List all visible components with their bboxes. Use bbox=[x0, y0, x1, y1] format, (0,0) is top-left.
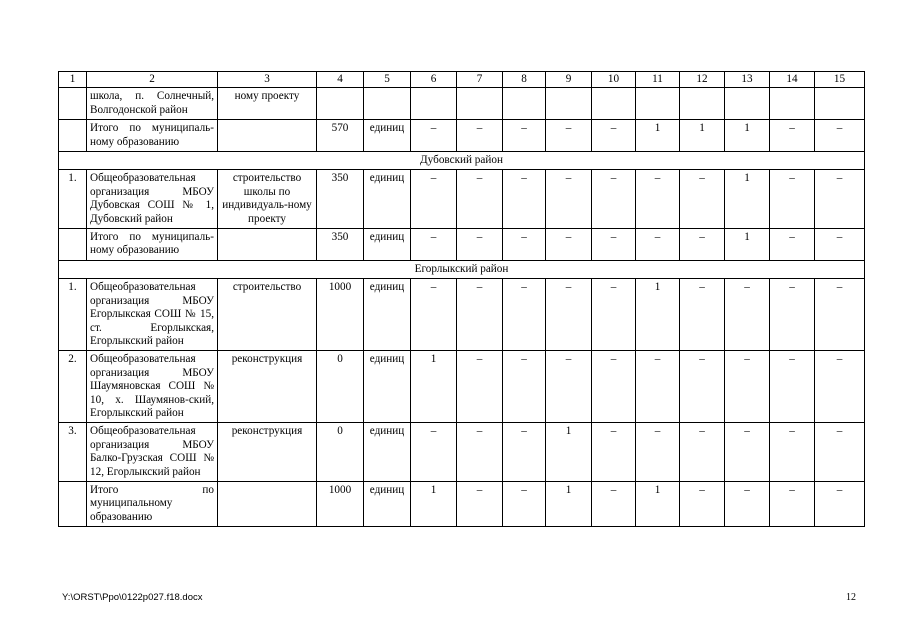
header-cell: 4 bbox=[317, 72, 364, 88]
year-value bbox=[770, 88, 815, 120]
year-value: – bbox=[770, 229, 815, 261]
work-type: строительство bbox=[218, 279, 317, 351]
year-value: – bbox=[457, 279, 503, 351]
table-row bbox=[59, 229, 865, 261]
year-value: – bbox=[592, 120, 636, 152]
row-number: 1. bbox=[59, 279, 87, 351]
section-title: Егорлыкский район bbox=[59, 260, 865, 278]
year-value: – bbox=[457, 423, 503, 482]
year-value: 1 bbox=[636, 481, 680, 526]
row-number bbox=[59, 88, 87, 120]
year-value: 1 bbox=[546, 423, 592, 482]
year-value: – bbox=[636, 170, 680, 229]
section-title: Дубовский район bbox=[59, 152, 865, 170]
year-value: – bbox=[815, 170, 865, 229]
year-value bbox=[815, 88, 865, 120]
unit: единиц bbox=[364, 279, 411, 351]
row-number: 1. bbox=[59, 170, 87, 229]
year-value: – bbox=[592, 170, 636, 229]
table-row bbox=[59, 120, 865, 152]
year-value bbox=[411, 88, 457, 120]
header-cell: 2 bbox=[87, 72, 218, 88]
capacity: 1000 bbox=[317, 279, 364, 351]
object-name: Итого по муниципаль-ному образованию bbox=[87, 120, 218, 152]
header-row bbox=[59, 72, 865, 88]
object-name: Итого по муниципаль-ному образованию bbox=[87, 229, 218, 261]
year-value: – bbox=[503, 229, 546, 261]
row-number bbox=[59, 229, 87, 261]
year-value: – bbox=[411, 120, 457, 152]
year-value: – bbox=[411, 423, 457, 482]
object-name: Общеобразовательная организация МБОУ Дубовская СОШ № 1, Дубовский район bbox=[87, 170, 218, 229]
year-value: – bbox=[503, 170, 546, 229]
year-value: – bbox=[503, 481, 546, 526]
year-value: – bbox=[770, 423, 815, 482]
header-cell: 7 bbox=[457, 72, 503, 88]
year-value bbox=[503, 88, 546, 120]
year-value: – bbox=[503, 351, 546, 423]
capacity: 0 bbox=[317, 351, 364, 423]
unit: единиц bbox=[364, 170, 411, 229]
year-value: 1 bbox=[411, 351, 457, 423]
year-value: 1 bbox=[636, 120, 680, 152]
work-type: ному проекту bbox=[218, 88, 317, 120]
year-value bbox=[636, 88, 680, 120]
year-value: – bbox=[592, 351, 636, 423]
year-value: – bbox=[815, 481, 865, 526]
year-value: – bbox=[503, 279, 546, 351]
work-type bbox=[218, 229, 317, 261]
header-cell: 1 bbox=[59, 72, 87, 88]
year-value: – bbox=[815, 279, 865, 351]
year-value: – bbox=[725, 481, 770, 526]
section-row bbox=[59, 152, 865, 170]
header-cell: 10 bbox=[592, 72, 636, 88]
year-value: – bbox=[457, 120, 503, 152]
header-cell: 9 bbox=[546, 72, 592, 88]
header-cell: 5 bbox=[364, 72, 411, 88]
year-value: – bbox=[546, 170, 592, 229]
year-value: – bbox=[770, 481, 815, 526]
table-row bbox=[59, 279, 865, 351]
unit: единиц bbox=[364, 351, 411, 423]
unit: единиц bbox=[364, 481, 411, 526]
year-value: – bbox=[546, 229, 592, 261]
year-value: – bbox=[815, 351, 865, 423]
year-value: – bbox=[546, 120, 592, 152]
year-value: – bbox=[411, 170, 457, 229]
year-value bbox=[680, 88, 725, 120]
year-value: – bbox=[592, 229, 636, 261]
row-number bbox=[59, 120, 87, 152]
unit: единиц bbox=[364, 229, 411, 261]
year-value: – bbox=[457, 170, 503, 229]
header-cell: 14 bbox=[770, 72, 815, 88]
year-value: – bbox=[815, 120, 865, 152]
year-value: – bbox=[503, 120, 546, 152]
unit: единиц bbox=[364, 120, 411, 152]
work-type bbox=[218, 120, 317, 152]
year-value: – bbox=[546, 279, 592, 351]
year-value: – bbox=[680, 481, 725, 526]
year-value: 1 bbox=[725, 170, 770, 229]
header-cell: 15 bbox=[815, 72, 865, 88]
year-value: 1 bbox=[725, 120, 770, 152]
year-value: – bbox=[680, 229, 725, 261]
year-value: 1 bbox=[680, 120, 725, 152]
year-value: – bbox=[770, 279, 815, 351]
capacity: 350 bbox=[317, 229, 364, 261]
year-value bbox=[546, 88, 592, 120]
object-name: Итого по муниципальному образованию bbox=[87, 481, 218, 526]
section-row bbox=[59, 260, 865, 278]
year-value: – bbox=[680, 279, 725, 351]
header-cell: 12 bbox=[680, 72, 725, 88]
table-row bbox=[59, 351, 865, 423]
header-cell: 11 bbox=[636, 72, 680, 88]
work-type: реконструкция bbox=[218, 423, 317, 482]
year-value: – bbox=[546, 351, 592, 423]
year-value: 1 bbox=[411, 481, 457, 526]
year-value: – bbox=[503, 423, 546, 482]
header-cell: 3 bbox=[218, 72, 317, 88]
header-cell: 6 bbox=[411, 72, 457, 88]
header-cell: 13 bbox=[725, 72, 770, 88]
year-value: – bbox=[636, 423, 680, 482]
year-value: – bbox=[680, 170, 725, 229]
object-name: Общеобразовательная организация МБОУ Шаумяновская СОШ № 10, х. Шаумянов-ский, Егорлыкский район bbox=[87, 351, 218, 423]
capacity: 350 bbox=[317, 170, 364, 229]
footer-file-path: Y:\ORST\Ppo\0122p027.f18.docx bbox=[62, 592, 203, 603]
year-value: 1 bbox=[546, 481, 592, 526]
year-value: 1 bbox=[636, 279, 680, 351]
row-number bbox=[59, 481, 87, 526]
year-value: – bbox=[725, 351, 770, 423]
row-number: 3. bbox=[59, 423, 87, 482]
year-value: – bbox=[770, 120, 815, 152]
year-value: – bbox=[592, 423, 636, 482]
year-value: – bbox=[592, 279, 636, 351]
year-value: – bbox=[770, 170, 815, 229]
header-cell: 8 bbox=[503, 72, 546, 88]
capacity: 570 bbox=[317, 120, 364, 152]
year-value: – bbox=[725, 423, 770, 482]
work-type: реконструкция bbox=[218, 351, 317, 423]
year-value: – bbox=[411, 279, 457, 351]
year-value: – bbox=[457, 229, 503, 261]
year-value: – bbox=[680, 423, 725, 482]
year-value bbox=[457, 88, 503, 120]
year-value: – bbox=[815, 229, 865, 261]
object-name: Общеобразовательная организация МБОУ Егорлыкская СОШ № 15, ст. Егорлыкская, Егорлыкский район bbox=[87, 279, 218, 351]
year-value: – bbox=[457, 481, 503, 526]
year-value: – bbox=[636, 351, 680, 423]
year-value: – bbox=[592, 481, 636, 526]
year-value: – bbox=[411, 229, 457, 261]
year-value bbox=[725, 88, 770, 120]
year-value: – bbox=[770, 351, 815, 423]
work-type: строительство школы по индивидуаль-ному проекту bbox=[218, 170, 317, 229]
year-value: – bbox=[815, 423, 865, 482]
year-value: – bbox=[457, 351, 503, 423]
object-name: школа, п. Солнечный, Волгодонской район bbox=[87, 88, 218, 120]
table-row bbox=[59, 170, 865, 229]
year-value bbox=[592, 88, 636, 120]
capacity bbox=[317, 88, 364, 120]
capacity: 1000 bbox=[317, 481, 364, 526]
year-value: 1 bbox=[725, 229, 770, 261]
year-value: – bbox=[680, 351, 725, 423]
unit bbox=[364, 88, 411, 120]
capacity: 0 bbox=[317, 423, 364, 482]
data-table bbox=[58, 71, 865, 527]
table-row bbox=[59, 423, 865, 482]
unit: единиц bbox=[364, 423, 411, 482]
footer-page-number: 12 bbox=[846, 592, 856, 603]
work-type bbox=[218, 481, 317, 526]
year-value: – bbox=[725, 279, 770, 351]
object-name: Общеобразовательная организация МБОУ Балко-Грузская СОШ № 12, Егорлыкский район bbox=[87, 423, 218, 482]
row-number: 2. bbox=[59, 351, 87, 423]
year-value: – bbox=[636, 229, 680, 261]
table-row bbox=[59, 481, 865, 526]
table-row bbox=[59, 88, 865, 120]
